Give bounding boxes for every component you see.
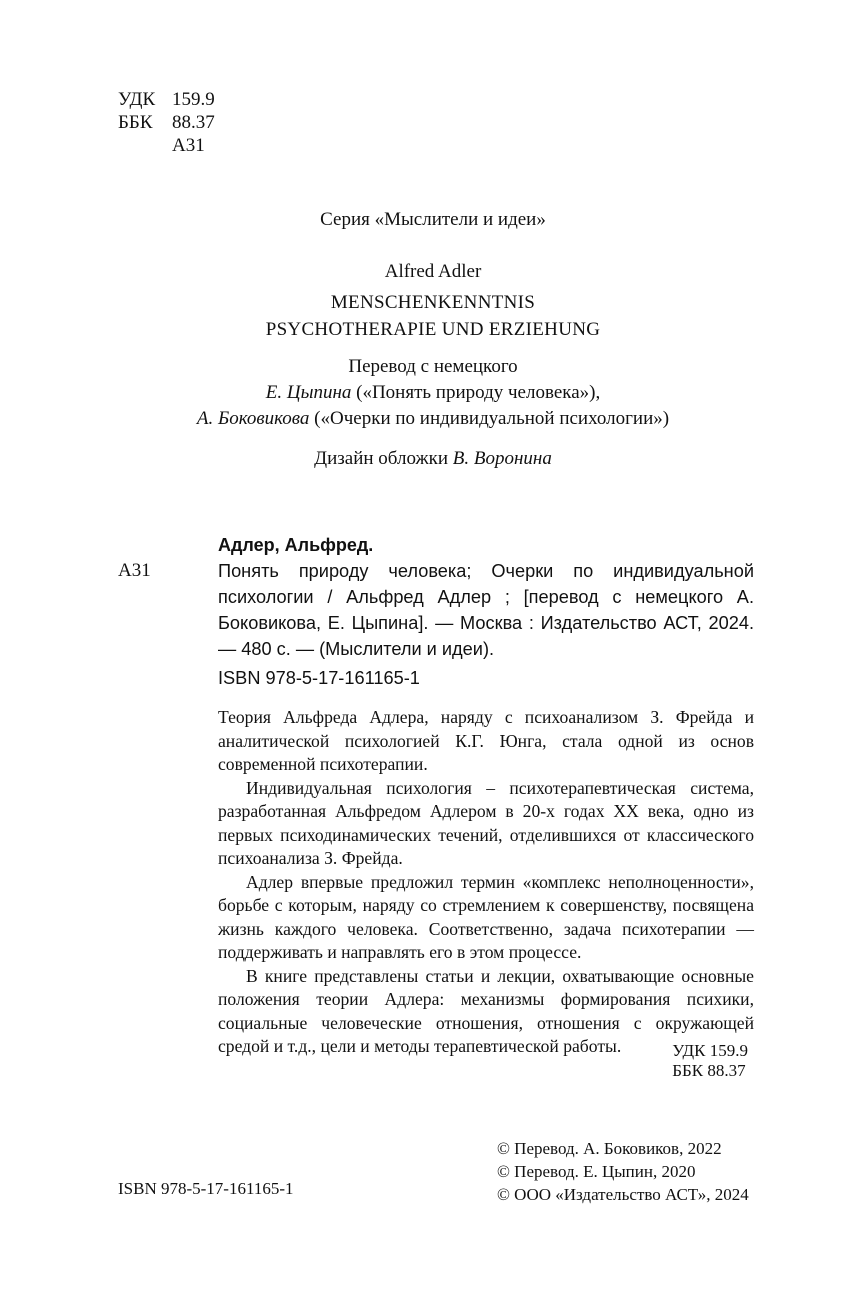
annotation-paragraph: Адлер впервые предложил термин «комплекс неполноценности», борьбе с которым, наряду со стремлением к совершенству, посвящена жизнь каждого человека. Соответственно, задача психотерапии — поддерживать и направлять его в этом процессе. bbox=[218, 871, 754, 962]
original-author: Alfred Adler bbox=[384, 261, 482, 282]
annotation-codes bbox=[672, 1041, 748, 1081]
translator-2-name: А. Боковикова bbox=[196, 408, 310, 429]
author-sign: А31 bbox=[172, 135, 205, 156]
classification-codes bbox=[118, 88, 215, 157]
designer-name: В. Воронина bbox=[452, 448, 552, 469]
original-title-line-2: PSYCHOTHERAPIE UND ERZIEHUNG bbox=[265, 319, 601, 340]
translator-1-work: («Понять природу человека»), bbox=[351, 382, 601, 403]
translation-heading: Перевод с немецкого bbox=[348, 356, 518, 377]
translation-credits bbox=[118, 354, 748, 432]
author-sign-row bbox=[118, 134, 215, 157]
translator-1 bbox=[118, 380, 748, 406]
annotation-bbk: ББК 88.37 bbox=[672, 1061, 746, 1080]
annotation-udk: УДК 159.9 bbox=[672, 1041, 748, 1060]
series-title: Серия «Мыслители и идеи» bbox=[320, 209, 546, 230]
udk-label: УДК bbox=[118, 89, 156, 110]
annotation-paragraph: Теория Альфреда Адлера, наряду с психоанализом З. Фрейда и аналитической психологией К.Г. Юнга, стала одной из основ современной психотерапии. bbox=[218, 707, 754, 774]
footer-isbn: ISBN 978-5-17-161165-1 bbox=[118, 1179, 294, 1198]
copyright-block bbox=[497, 1137, 749, 1206]
cover-design-credit bbox=[118, 448, 748, 470]
copyright-line: © ООО «Издательство АСТ», 2024 bbox=[497, 1185, 749, 1204]
copyright-line: © Перевод. А. Боковиков, 2022 bbox=[497, 1139, 722, 1158]
bibliography-isbn: ISBN 978-5-17-161165-1 bbox=[218, 668, 420, 688]
design-label: Дизайн обложки bbox=[314, 448, 453, 469]
udk-row bbox=[118, 88, 215, 111]
original-title bbox=[118, 289, 748, 343]
annotation-paragraph: В книге представлены статьи и лекции, охватывающие основные положения теории Адлера: механизмы формирования психики, социальные человеческие отношения, отношения с окружающей средой и т.д., цели и методы терапевтической работы. bbox=[218, 965, 754, 1056]
annotation-paragraph: Индивидуальная психология – психотерапевтическая система, разработанная Альфредом Адлером в 20-х годах XX века, одно из первых психодинамических течений, отделившихся от классического психоанализа З. Фрейда. bbox=[218, 777, 754, 868]
bbk-label: ББК bbox=[118, 112, 153, 133]
bibliography-text: Понять природу человека; Очерки по индивидуальной психологии / Альфред Адлер ; [перевод с немецкого А. Боковикова, Е. Цыпина]. — Москва : Издательство АСТ, 2024. — 480 с. — (Мыслители и идеи). bbox=[218, 561, 754, 659]
original-title-line-1: MENSCHENKENNTNIS bbox=[330, 292, 536, 313]
annotation bbox=[218, 706, 754, 1059]
bibliography-code: А31 bbox=[118, 560, 151, 581]
bibliography-author: Адлер, Альфред. bbox=[218, 535, 374, 555]
bbk-value: 88.37 bbox=[172, 112, 215, 133]
bbk-row bbox=[118, 111, 215, 134]
translator-2 bbox=[118, 406, 748, 432]
copyright-line: © Перевод. Е. Цыпин, 2020 bbox=[497, 1162, 696, 1181]
udk-value: 159.9 bbox=[172, 89, 215, 110]
translator-1-name: Е. Цыпина bbox=[265, 382, 352, 403]
translator-2-work: («Очерки по индивидуальной психологии») bbox=[309, 408, 670, 429]
